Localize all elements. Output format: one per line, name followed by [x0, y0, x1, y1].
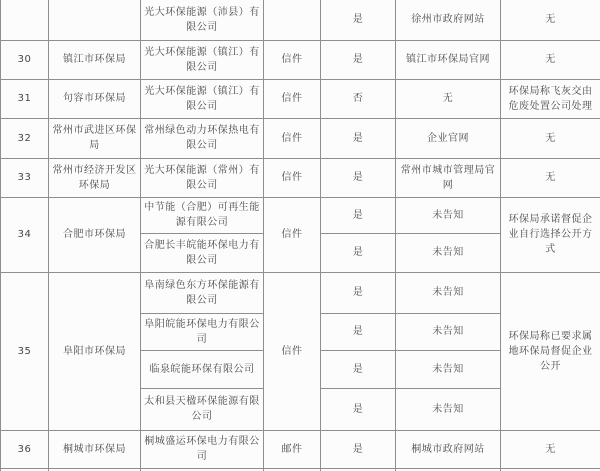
- bureau-cell: 句容市环保局: [49, 79, 141, 118]
- contact-method-cell: 信件: [264, 79, 321, 118]
- company-cell: 阜南绿色东方环保能源有限公司: [141, 272, 264, 313]
- table-row: [1, 0, 600, 40]
- disclosure-channel-cell: 未告知: [396, 313, 501, 350]
- company-cell: 光大环保能源（镇江）有限公司: [141, 79, 264, 118]
- row-number-cell: 33: [1, 158, 49, 197]
- contact-method-cell: 信件: [264, 40, 321, 79]
- remark-cell: 无: [501, 158, 600, 197]
- remark-cell: 无: [501, 118, 600, 158]
- bureau-cell: [49, 0, 141, 40]
- contact-method-cell: 信件: [264, 158, 321, 197]
- remark-cell: 环保局承诺督促企业自行选择公开方式: [501, 197, 600, 272]
- row-number-cell: 36: [1, 430, 49, 468]
- table-row: [1, 158, 600, 197]
- replied-cell: 是: [321, 350, 396, 388]
- company-cell: 桐城盛运环保电力有限公司: [141, 430, 264, 468]
- company-cell: 光大环保能源（常州）有限公司: [141, 158, 264, 197]
- row-number-cell: 34: [1, 197, 49, 272]
- table-row: [1, 197, 600, 233]
- contact-method-cell: 信件: [264, 118, 321, 158]
- company-cell: 中节能（合肥）可再生能源有限公司: [141, 197, 264, 233]
- replied-cell: 是: [321, 158, 396, 197]
- replied-cell: 是: [321, 118, 396, 158]
- remark-cell: 环保局称已要求属地环保局督促企业公开: [501, 272, 600, 430]
- table-row: [1, 79, 600, 118]
- disclosure-channel-cell: 常州市城市管理局官网: [396, 158, 501, 197]
- replied-cell: 是: [321, 313, 396, 350]
- remark-cell: 无: [501, 40, 600, 79]
- replied-cell: 是: [321, 40, 396, 79]
- replied-cell: 是: [321, 197, 396, 233]
- company-cell: 太和县天楹环保能源有限公司: [141, 388, 264, 430]
- company-cell: 常州绿色动力环保热电有限公司: [141, 118, 264, 158]
- contact-method-cell: 信件: [264, 272, 321, 430]
- table-row: [1, 118, 600, 158]
- disclosure-channel-cell: 企业官网: [396, 118, 501, 158]
- table-row: [1, 430, 600, 468]
- replied-cell: 是: [321, 430, 396, 468]
- row-number-cell: 30: [1, 40, 49, 79]
- disclosure-channel-cell: 无: [396, 79, 501, 118]
- row-number-cell: 32: [1, 118, 49, 158]
- disclosure-channel-cell: 镇江市环保局官网: [396, 40, 501, 79]
- contact-method-cell: [264, 0, 321, 40]
- disclosure-channel-cell: 未告知: [396, 197, 501, 233]
- table-body: [1, 0, 600, 471]
- company-cell: 光大环保能源（镇江）有限公司: [141, 40, 264, 79]
- remark-cell: 无: [501, 430, 600, 468]
- table-row: [1, 40, 600, 79]
- disclosure-channel-cell: 未告知: [396, 388, 501, 430]
- bureau-cell: 镇江市环保局: [49, 40, 141, 79]
- bureau-cell: 阜阳市环保局: [49, 272, 141, 430]
- replied-cell: 是: [321, 233, 396, 272]
- row-number-cell: 31: [1, 79, 49, 118]
- replied-cell: 否: [321, 79, 396, 118]
- bureau-cell: 常州市武进区环保局: [49, 118, 141, 158]
- bureau-cell: 常州市经济开发区环保局: [49, 158, 141, 197]
- row-number-cell: [1, 0, 49, 40]
- table-row: [1, 272, 600, 313]
- remark-cell: 无: [501, 0, 600, 40]
- contact-method-cell: 信件: [264, 197, 321, 272]
- replied-cell: 是: [321, 272, 396, 313]
- replied-cell: 是: [321, 388, 396, 430]
- bureau-cell: 合肥市环保局: [49, 197, 141, 272]
- disclosure-channel-cell: 未告知: [396, 233, 501, 272]
- company-cell: 光大环保能源（沛县）有限公司: [141, 0, 264, 40]
- remark-cell: 环保局称飞灰交由危废处置公司处理: [501, 79, 600, 118]
- disclosure-channel-cell: 桐城市政府网站: [396, 430, 501, 468]
- contact-method-cell: 邮件: [264, 430, 321, 468]
- bureau-cell: 桐城市环保局: [49, 430, 141, 468]
- disclosure-channel-cell: 徐州市政府网站: [396, 0, 501, 40]
- company-cell: 临泉皖能环保有限公司: [141, 350, 264, 388]
- company-cell: 阜阳皖能环保电力有限公司: [141, 313, 264, 350]
- row-number-cell: 35: [1, 272, 49, 430]
- replied-cell: 是: [321, 0, 396, 40]
- disclosure-channel-cell: 未告知: [396, 272, 501, 313]
- disclosure-channel-cell: 未告知: [396, 350, 501, 388]
- company-cell: 合肥长丰皖能环保电力有限公司: [141, 233, 264, 272]
